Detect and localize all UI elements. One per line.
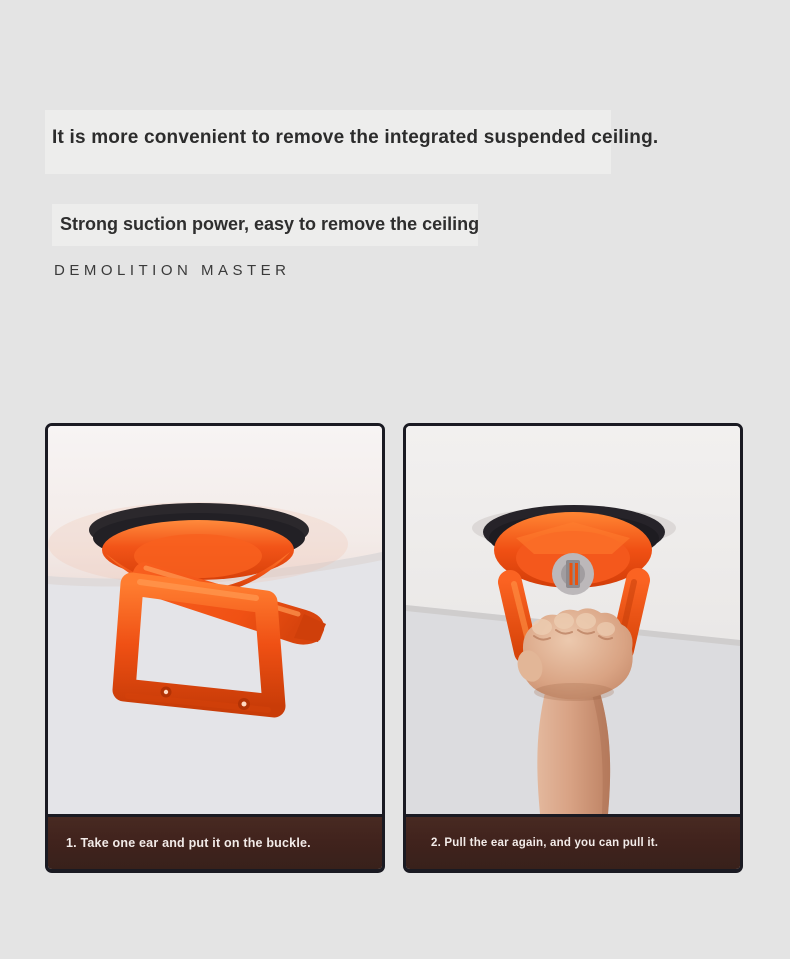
brand-text: DEMOLITION MASTER <box>54 262 291 279</box>
step-2-photo <box>406 426 740 814</box>
step-1-photo <box>48 426 382 814</box>
page-subtitle: Strong suction power, easy to remove the ceiling <box>60 214 480 234</box>
step-1-panel <box>45 423 385 873</box>
suction-cup-on-ceiling-ear-flipped-illustration <box>48 426 382 814</box>
step-2-panel <box>403 423 743 873</box>
step-1-caption: 1. Take one ear and put it on the buckle. <box>66 836 311 850</box>
step-2-caption: 2. Pull the ear again, and you can pull it. <box>431 837 659 849</box>
step-2-caption-bar <box>406 814 740 869</box>
step-1-caption-bar <box>48 814 382 869</box>
page-title: It is more convenient to remove the integrated suspended ceiling. <box>52 127 659 148</box>
hand-pulling-suction-cup-handle-illustration <box>406 426 740 814</box>
